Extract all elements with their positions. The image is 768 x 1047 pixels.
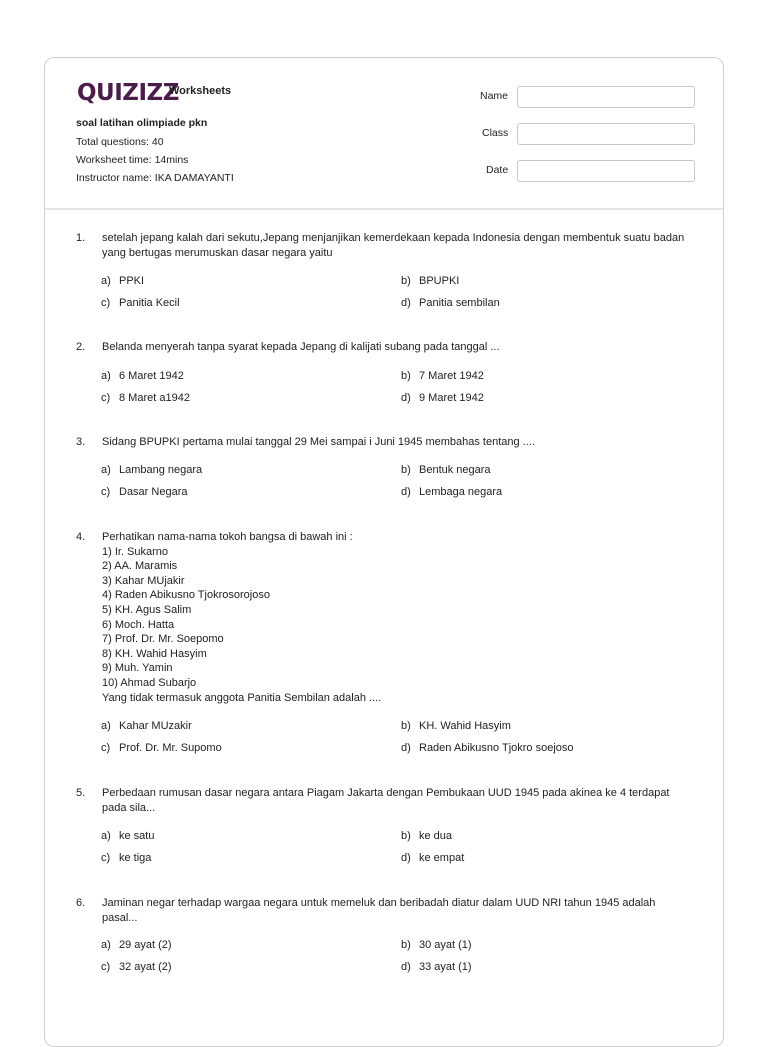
- option-text: Kahar MUzakir: [119, 720, 192, 732]
- answer-option[interactable]: [401, 852, 681, 866]
- question-number: 2.: [76, 341, 86, 353]
- class-field[interactable]: [517, 123, 695, 145]
- option-letter: a): [101, 939, 111, 951]
- option-text: 8 Maret a1942: [119, 392, 190, 404]
- option-text: 7 Maret 1942: [419, 370, 484, 382]
- answer-option[interactable]: [101, 275, 381, 289]
- option-letter: c): [101, 486, 111, 498]
- answer-option[interactable]: [401, 464, 681, 478]
- worksheet-time: Worksheet time: 14mins: [76, 154, 189, 166]
- option-letter: c): [101, 392, 111, 404]
- option-text: Lembaga negara: [419, 486, 503, 498]
- option-letter: d): [401, 742, 411, 754]
- option-text: 30 ayat (1): [419, 939, 472, 951]
- quizizz-logo: QUIZIZZ: [77, 80, 179, 106]
- option-text: 32 ayat (2): [119, 961, 172, 973]
- option-text: Raden Abikusno Tjokro soejoso: [419, 742, 574, 754]
- option-letter: d): [401, 297, 411, 309]
- option-text: Panitia Kecil: [119, 297, 180, 309]
- answer-option[interactable]: [101, 939, 381, 953]
- question-number: 1.: [76, 232, 86, 244]
- option-letter: b): [401, 939, 411, 951]
- answer-option[interactable]: [101, 742, 381, 756]
- question-text: setelah jepang kalah dari sekutu,Jepang menjanjikan kemerdekaan kepada Indonesia dengan membentuk suatu badan yang bertugas merumuskan dasar negara yaitu: [102, 232, 685, 259]
- option-letter: d): [401, 852, 411, 864]
- answer-option[interactable]: [101, 370, 381, 384]
- option-text: Dasar Negara: [119, 486, 188, 498]
- option-letter: b): [401, 275, 411, 287]
- option-letter: b): [401, 720, 411, 732]
- total-questions: Total questions: 40: [76, 136, 164, 148]
- option-letter: d): [401, 392, 411, 404]
- option-text: ke dua: [419, 830, 453, 842]
- option-letter: a): [101, 275, 111, 287]
- option-text: Lambang negara: [119, 464, 203, 476]
- answer-option[interactable]: [101, 720, 381, 734]
- answer-option[interactable]: [401, 939, 681, 953]
- answer-option[interactable]: [401, 486, 681, 500]
- option-letter: a): [101, 720, 111, 732]
- option-letter: c): [101, 852, 111, 864]
- option-text: Panitia sembilan: [419, 297, 500, 309]
- option-text: 9 Maret 1942: [419, 392, 484, 404]
- answer-option[interactable]: [401, 720, 681, 734]
- option-text: Bentuk negara: [419, 464, 491, 476]
- option-letter: a): [101, 370, 111, 382]
- instructor-name: Instructor name: IKA DAMAYANTI: [76, 172, 234, 184]
- option-letter: b): [401, 464, 411, 476]
- answer-option[interactable]: [101, 830, 381, 844]
- answer-option[interactable]: [101, 961, 381, 975]
- option-letter: b): [401, 370, 411, 382]
- worksheet-title: soal latihan olimpiade pkn: [76, 117, 208, 129]
- worksheet-header: [45, 58, 723, 210]
- question-number: 4.: [76, 531, 86, 543]
- answer-option[interactable]: [101, 392, 381, 406]
- answer-option[interactable]: [401, 392, 681, 406]
- answer-option[interactable]: [101, 297, 381, 311]
- option-text: ke tiga: [119, 852, 152, 864]
- name-field[interactable]: [517, 86, 695, 108]
- option-letter: a): [101, 830, 111, 842]
- option-text: 6 Maret 1942: [119, 370, 184, 382]
- question-number: 5.: [76, 787, 86, 799]
- answer-option[interactable]: [401, 370, 681, 384]
- answer-option[interactable]: [401, 742, 681, 756]
- option-text: ke satu: [119, 830, 155, 842]
- worksheet-page: [44, 57, 724, 1047]
- question-text: Perbedaan rumusan dasar negara antara Piagam Jakarta dengan Pembukaan UUD 1945 pada akinea ke 4 terdapat pada sila...: [102, 787, 670, 814]
- date-label: Date: [486, 164, 509, 176]
- answer-option[interactable]: [101, 852, 381, 866]
- answer-option[interactable]: [401, 830, 681, 844]
- date-field[interactable]: [517, 160, 695, 182]
- answer-option[interactable]: [401, 297, 681, 311]
- option-text: BPUPKI: [419, 275, 460, 287]
- logo-subtitle: Worksheets: [169, 85, 232, 97]
- question-number: 6.: [76, 897, 86, 909]
- option-text: KH. Wahid Hasyim: [419, 720, 511, 732]
- question-number: 3.: [76, 436, 86, 448]
- option-text: ke empat: [419, 852, 465, 864]
- option-letter: a): [101, 464, 111, 476]
- option-letter: c): [101, 961, 111, 973]
- option-letter: d): [401, 961, 411, 973]
- question-text: Perhatikan nama-nama tokoh bangsa di bawah ini : 1) Ir. Sukarno 2) AA. Maramis 3) Kahar MUjakir 4) Raden Abikusno Tjokrosorojoso 5) KH. Agus Salim 6) Moch. Hatta 7) Prof. Dr. Mr. Soepomo 8) KH. Wahid Hasyim 9) Muh. Yamin 10) Ahmad Subarjo Yang tidak termasuk anggota Panitia Sembilan adalah ....: [102, 531, 382, 704]
- option-text: 33 ayat (1): [419, 961, 472, 973]
- answer-option[interactable]: [101, 464, 381, 478]
- answer-option[interactable]: [401, 275, 681, 289]
- name-label: Name: [480, 90, 509, 102]
- option-letter: c): [101, 297, 111, 309]
- option-letter: c): [101, 742, 111, 754]
- option-text: 29 ayat (2): [119, 939, 172, 951]
- answer-option[interactable]: [101, 486, 381, 500]
- option-text: Prof. Dr. Mr. Supomo: [119, 742, 222, 754]
- option-letter: b): [401, 830, 411, 842]
- option-letter: d): [401, 486, 411, 498]
- option-text: PPKI: [119, 275, 145, 287]
- question-text: Belanda menyerah tanpa syarat kepada Jepang di kalijati subang pada tanggal ...: [102, 341, 500, 353]
- question-text: Sidang BPUPKI pertama mulai tanggal 29 Mei sampai i Juni 1945 membahas tentang ....: [102, 436, 535, 448]
- answer-option[interactable]: [401, 961, 681, 975]
- question-text: Jaminan negar terhadap wargaa negara untuk memeluk dan beribadah diatur dalam UUD NRI tahun 1945 adalah pasal...: [102, 897, 656, 924]
- class-label: Class: [482, 127, 509, 139]
